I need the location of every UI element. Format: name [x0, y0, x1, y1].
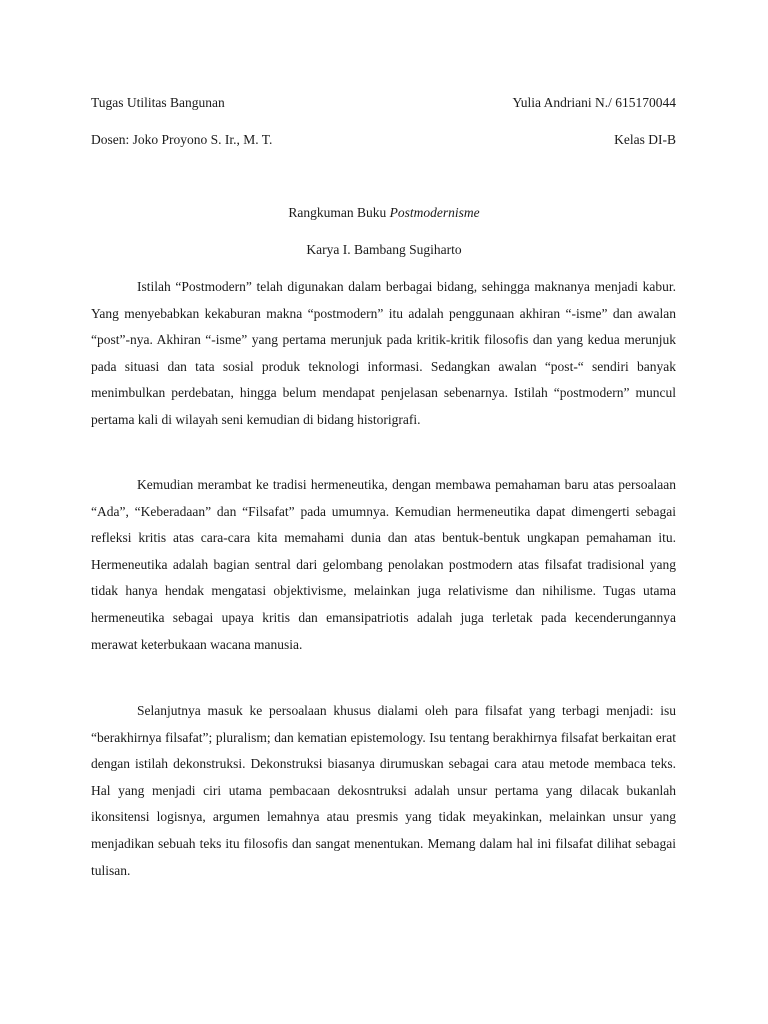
book-title: Postmodernisme [389, 205, 480, 220]
paragraph-2: Kemudian merambat ke tradisi hermeneutika, dengan membawa pemahaman baru atas persoalaan “Ada”, “Keberadaan” dan “Filsafat” pada umumnya. Kemudian hermeneutika dapat dimengerti sebagai refleksi kritis atas cara-cara kita memahami dunia dan atas bentuk-bentuk ungkapan pemahaman itu. Hermeneutika adalah bagian sentral dari gelombang penolakan postmodern atas filsafat tradisional yang tidak hanya hendak mengatasi objektivisme, melainkan juga relativisme dan nihilisme. Tugas utama hermeneutika sebagai upaya kritis dan emansipatriotis adalah juga terletak pada kecenderungannya merawat keterbukaan wacana manusia. [91, 477, 676, 652]
header-row-assignment [91, 94, 676, 112]
course-title: Tugas Utilitas Bangunan [91, 95, 225, 110]
title-prefix: Rangkuman Buku [288, 205, 390, 220]
lecturer-name: Dosen: Joko Proyono S. Ir., M. T. [91, 132, 273, 147]
header-row-lecturer [91, 131, 676, 149]
paragraph-3: Selanjutnya masuk ke persoalaan khusus dialami oleh para filsafat yang terbagi menjadi: isu “berakhirnya filsafat”; pluralism; dan kematian epistemology. Isu tentang berakhirnya filsafat berkaitan erat dengan istilah dekonstruksi. Dekonstruksi biasanya dirumuskan sebagai cara atau metode membaca teks. Hal yang menjadi ciri utama pembacaan dekosntruksi adalah unsur pertama yang dilacak bukanlah ikonsitensi logisnya, argumen lemahnya atau presmis yang tidak meyakinkan, melainkan unsur yang menjadikan sebuah teks itu filosofis dan sangat menentukan. Memang dalam hal ini filsafat dilihat sebagai tulisan. [91, 703, 676, 878]
paragraph-1: Istilah “Postmodern” telah digunakan dalam berbagai bidang, sehingga maknanya menjadi kabur. Yang menyebabkan kekaburan makna “postmodern” itu adalah penggunaan akhiran “-isme” dan awalan “post”-nya. Akhiran “-isme” yang pertama merunjuk pada kritik-kritik filosofis dan yang kedua merunjuk pada situasi dan tata sosial produk teknologi informasi. Sedangkan awalan “post-“ sendiri banyak menimbulkan perdebatan, hingga belum mendapat penjelasan sebenarnya. Istilah “postmodern” muncul pertama kali di wilayah seni kemudian di bidang historigrafi. [91, 279, 676, 427]
book-author-line: Karya I. Bambang Sugiharto [306, 242, 462, 257]
class-label: Kelas DI-B [614, 132, 676, 147]
student-name-id: Yulia Andriani N./ 615170044 [512, 95, 676, 110]
document-title [0, 204, 768, 222]
